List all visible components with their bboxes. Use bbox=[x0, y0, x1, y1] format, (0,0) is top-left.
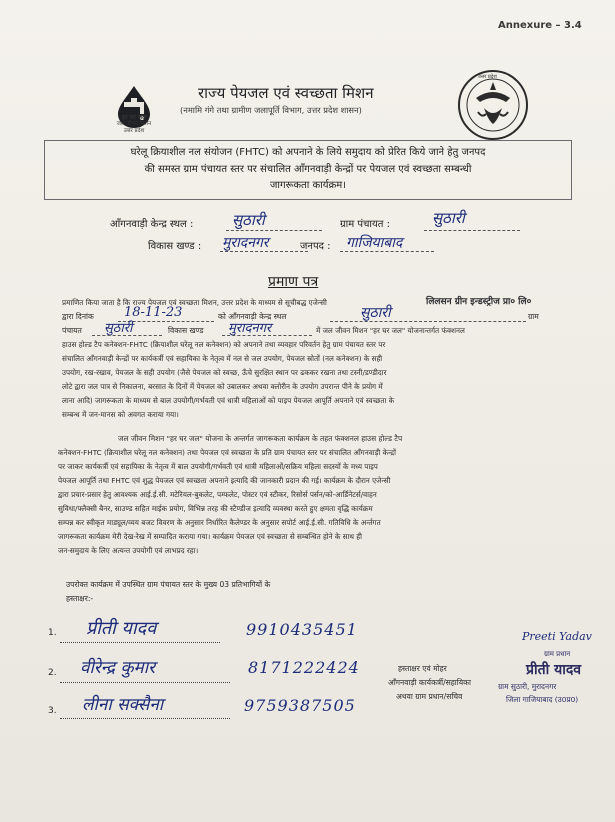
p1-line-9: सम्बन्ध में जन-मानस को अवगत कराया गया। bbox=[62, 410, 179, 419]
annexure-label: Annexure – 3.4 bbox=[498, 20, 582, 31]
aanganwadi-underline bbox=[226, 230, 322, 231]
aanganwadi-value: सुठारी bbox=[232, 211, 265, 229]
participant-2-name: वीरेन्द्र कुमार bbox=[80, 658, 156, 678]
page-title: राज्य पेयजल एवं स्वच्छता मिशन bbox=[198, 84, 374, 102]
p2-line-3: पर जाकर कार्यकर्त्री एवं सहायिका के नेतृत्व में बाल उपयोगी/गर्भवती एवं धात्री महिलाओं/सक्रिय महिला सदस्यों के मध्य पाइप bbox=[58, 462, 378, 471]
p1-line-5: संचालित आँगनवाड़ी केन्द्रों पर कार्यकर्त्री एवं सहायिका के नेतृत्व में नल से जल उपयोग, पेयजल स्रोतों (नल कनेक्शन) के सही bbox=[62, 354, 383, 363]
p2-line-6: सुविधा/फ्लैक्सी बैनर, साउण्ड सहित माईक प्रयोग, विभिन्न तरह की स्टैण्डीज इत्यादि व्यवस्था करते हुए क्षमता वृद्धि कार्यक्रम bbox=[58, 504, 373, 513]
janpad-value: गाजियाबाद bbox=[346, 235, 403, 251]
p2-line-2: कनेक्शन-FHTC (क्रियाशील घरेलू नल कनेक्शन) तथा पेयजल एवं स्वच्छता के प्रति ग्राम पंचायत स्तर पर संचालित आँगनवाड़ी केन्द्रों bbox=[58, 448, 396, 457]
p2-line-9: जन-समुदाय के लिए अत्यन्त उपयोगी एवं लाभप्रद रहा। bbox=[58, 546, 199, 555]
emblem-text: उत्तर प्रदेश bbox=[478, 74, 497, 80]
participant-1-name: प्रीती यादव bbox=[86, 618, 157, 639]
vikas-khand-label: विकास खण्ड : bbox=[148, 241, 202, 252]
khand-value: मुरादनगर bbox=[228, 321, 272, 336]
p1-line-2b: को आँगनवाड़ी केन्द्र स्थल bbox=[218, 312, 287, 321]
logo-line-3: उत्तर प्रदेश bbox=[123, 128, 145, 134]
gram-panchayat-label: ग्राम पंचायत : bbox=[340, 219, 391, 230]
intro-line-2: की समस्त ग्राम पंचायत स्तर पर संचालित आँगनवाड़ी केन्द्रों पर पेयजल एवं स्वच्छता सम्बन्धी bbox=[144, 163, 472, 175]
signatory-label-2: आँगनवाड़ी कार्यकर्त्री/सहायिका bbox=[388, 678, 471, 687]
certificate-title: प्रमाण पत्र bbox=[268, 274, 319, 290]
participant-2-phone: 8171222424 bbox=[248, 658, 360, 677]
participant-2-line bbox=[60, 682, 230, 683]
participant-3-num: 3. bbox=[48, 706, 57, 716]
stamp-line-2: ग्राम सुठारी, मुरादनगर bbox=[498, 682, 557, 691]
p2-line-7: सम्पन्न कर स्वीकृत माड्यूल/व्यय बजट विवरण के अनुसार निर्धारित कैलेण्डर के अनुसार सपोर्ट आई.ई.सी. गतिविधि के अर्न्तगत bbox=[58, 518, 381, 527]
signatory-signature: Preeti Yadav bbox=[522, 630, 592, 643]
intro-line-3: जागरूकता कार्यक्रम। bbox=[269, 180, 347, 191]
program-date: 18-11-23 bbox=[124, 305, 183, 320]
janpad-label: जनपद : bbox=[300, 241, 331, 252]
janpad-underline bbox=[340, 251, 434, 252]
sthal-underline bbox=[330, 321, 526, 322]
p1-line-1: प्रमाणित किया जाता है कि राज्य पेयजल एवं स्वच्छता मिशन, उत्तर प्रदेश के माध्यम से सूचीबद्ध एजेन्सी bbox=[62, 298, 327, 307]
panchayat-value: सुठारी bbox=[104, 321, 133, 336]
aanganwadi-label: आँगनवाड़ी केन्द्र स्थल : bbox=[110, 219, 194, 230]
p2-line-1: जल जीवन मिशन "हर घर जल" योजना के अन्तर्गत जागरूकता कार्यक्रम के तहत फंक्शनल हाउस होल्ड टैप bbox=[118, 434, 403, 443]
p1-line-3c: में जल जीवन मिशन "हर घर जल" योजनान्तर्गत फंक्शनल bbox=[316, 326, 465, 335]
sthal-value: सुठारी bbox=[360, 305, 391, 321]
p1-line-6: उपयोग, रख-रखाव, पेयजल के सही उपयोग (जैसे पेयजल को स्वच्छ, ऊँचे सुरक्षित स्थान पर ढककर रखना तथा टस्नी/डण्डीदार bbox=[62, 368, 387, 377]
participant-1-num: 1. bbox=[48, 628, 57, 638]
p1-line-3a: पंचायत bbox=[62, 326, 82, 335]
left-logo bbox=[104, 84, 164, 148]
gram-panchayat-underline bbox=[424, 230, 520, 231]
p2-line-4: पेयजल आपूर्ति तथा FHTC एवं शुद्ध पेयजल एवं स्वच्छता अपनाने इत्यादि की जानकारी प्रदान की गई। कार्यक्रम के दौरान एजेन्सी bbox=[58, 476, 391, 485]
intro-box bbox=[44, 140, 572, 200]
participant-1-line bbox=[60, 642, 220, 643]
gram-panchayat-value: सुठारी bbox=[432, 209, 465, 227]
logo-line-2: जल जीवन मिशन bbox=[116, 121, 152, 127]
signatory-label-3: अथवा ग्राम प्रधान/सचिव bbox=[396, 692, 463, 701]
intro-line-1: घरेलू क्रियाशील नल संयोजन (FHTC) को अपनाने के लिये समुदाय को प्रेरित किये जाने हेतु जनपद bbox=[130, 147, 486, 158]
p2-line-8: जागरूकता कार्यक्रम मेरी देख-रेख में सम्पादित कराया गया। कार्यक्रम पेयजल एवं स्वच्छता से सम्बन्धित होने के साथ ही bbox=[58, 532, 362, 541]
p1-line-8: लाना आदि) जागरूकता के माध्यम से बाल उपयोगी/गर्भवती एवं धात्री महिलाओं को पाइप पेयजल आपूर्ति अपनाने एवं स्वच्छता के bbox=[62, 396, 395, 405]
p2-line-5: द्वारा प्रचार-प्रसार हेतु आवश्यक आई.ई.सी. मटेरियल-बुकलेट, पम्फलेट, पोस्टर एवं स्टीकर, रिसोर्स पर्सन/को-आर्डिनेटर्स/वाहन bbox=[58, 490, 377, 499]
stamp-line-3: जिला गाजियाबाद (उ0प्र0) bbox=[506, 695, 579, 704]
participant-3-name: लीना सक्सैना bbox=[82, 695, 164, 715]
stamp-name: प्रीती यादव bbox=[526, 662, 582, 678]
participant-1-phone: 9910435451 bbox=[246, 620, 358, 639]
p3-line-1: उपरोक्त कार्यक्रम में उपस्थित ग्राम पंचायत स्तर के मुख्य 03 प्रतिभागियों के bbox=[66, 580, 271, 589]
p1-line-2a: द्वारा दिनांक bbox=[62, 312, 94, 321]
p1-line-3b: विकास खण्ड bbox=[168, 326, 204, 335]
panchayat-underline bbox=[92, 335, 162, 336]
khand-underline bbox=[222, 335, 312, 336]
p1-line-2c: ग्राम bbox=[528, 312, 539, 321]
logo-line-1: हर घर जल bbox=[121, 114, 147, 121]
page-subtitle: (नमामि गंगे तथा ग्रामीण जलापूर्ति विभाग, उत्तर प्रदेश शासन) bbox=[180, 105, 362, 115]
participant-3-phone: 9759387505 bbox=[244, 696, 356, 715]
p3-line-2: हस्ताक्षर:- bbox=[66, 594, 94, 603]
participant-3-line bbox=[60, 718, 230, 719]
vikas-khand-underline bbox=[220, 251, 308, 252]
p1-line-4: हाउस होल्ड टैप कनेक्शन-FHTC (क्रियाशील घरेलू नल कनेक्शन) को अपनाने तथा व्यवहार परिवर्तन हेतु ग्राम पंचायत स्तर पर bbox=[62, 340, 386, 349]
participant-2-num: 2. bbox=[48, 668, 57, 678]
vikas-khand-value: मुरादनगर bbox=[222, 235, 269, 251]
p1-line-7: लोटे द्वारा जल पात्र से निकालना, बरसात के दिनों में पेयजल को उबालकर अथवा क्लोरीन के उपयोग उपरान्त पीने के प्रयोग में bbox=[62, 382, 383, 391]
stamp-line-1: ग्राम प्रधान bbox=[544, 650, 571, 658]
right-logo bbox=[456, 68, 530, 142]
signatory-label-1: हस्ताक्षर एवं मोहर bbox=[398, 664, 447, 673]
agency-name: लिलसन ग्रीन इन्डस्ट्रीज प्रा० लि० bbox=[426, 297, 532, 307]
